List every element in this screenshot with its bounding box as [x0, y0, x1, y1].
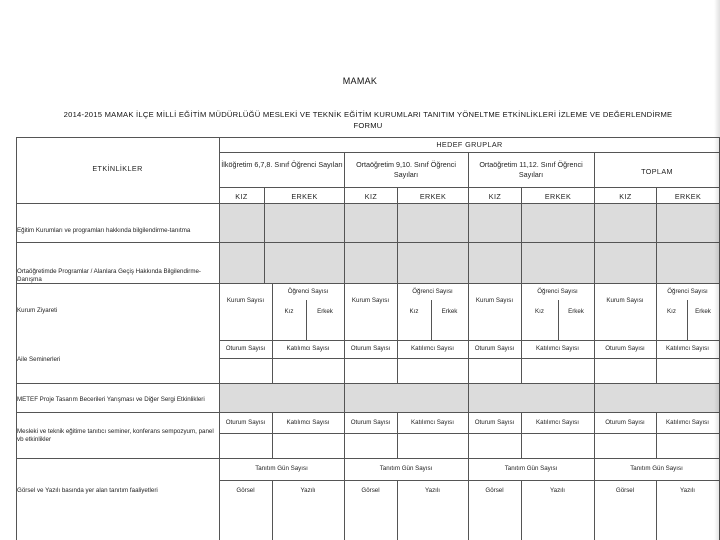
g1-kiz: Kız — [284, 308, 294, 315]
document-title: MAMAK — [342, 76, 378, 86]
r7-g2-yazili: Yazılı — [424, 487, 440, 494]
cell-r2-g2-f[interactable] — [345, 243, 397, 283]
r6-g4-katilimci: Katılımcı Sayısı — [666, 419, 709, 426]
cell-r2-g3-f[interactable] — [469, 243, 521, 283]
r7-g3-tanitim-gun: Tanıtım Gün Sayısı — [504, 465, 558, 472]
r7-g3-yazili: Yazılı — [549, 487, 565, 494]
g3-erkek: Erkek — [568, 308, 584, 315]
g3-female-header: KIZ — [488, 192, 502, 201]
cell-r2-g3-m[interactable] — [522, 243, 594, 283]
cell-r1-g3-f[interactable] — [469, 204, 521, 242]
cell-r5-gray — [219, 384, 719, 412]
g1-male-header: ERKEK — [291, 192, 318, 201]
r4-g4-oturum: Oturum Sayısı — [605, 345, 645, 352]
r7-g2-gorsel: Görsel — [361, 487, 380, 494]
g2-erkek: Erkek — [441, 308, 458, 315]
g4-kurum-sayisi: Kurum Sayısı — [606, 297, 644, 304]
g3-kiz: Kız — [535, 308, 544, 315]
r7-g4-tanitim-gun: Tanıtım Gün Sayısı — [630, 465, 683, 472]
document-subtitle — [16, 109, 720, 131]
r6-g2-katilimci: Katılımcı Sayısı — [411, 419, 454, 426]
cell-r1-g2-f[interactable] — [345, 204, 397, 242]
r4-g1-oturum: Oturum Sayısı — [225, 345, 266, 352]
r7-g1-yazili: Yazılı — [300, 487, 316, 494]
r7-g3-gorsel: Görsel — [485, 487, 504, 494]
g1-erkek: Erkek — [317, 308, 333, 315]
g2-female-header: KIZ — [364, 192, 378, 201]
r6-g3-oturum: Oturum Sayısı — [474, 419, 515, 426]
cell-r1-g4-m[interactable] — [657, 204, 719, 242]
activity-r5: METEF Proje Tasarım Becerileri Yarışması ve Diğer Sergi Etkinlikleri — [17, 396, 205, 403]
r6-g4-oturum: Oturum Sayısı — [605, 419, 645, 426]
group-header-1: İlköğretim 6,7,8. Sınıf Öğrenci Sayıları — [221, 160, 343, 169]
cell-r1-g1-m[interactable] — [265, 204, 344, 242]
r6-g3-katilimci: Katılımcı Sayısı — [536, 419, 579, 426]
activity-r1: Eğitim Kurumları ve programları hakkında bilgilendirme-tanıtma — [17, 227, 191, 234]
cell-r2-g1-m[interactable] — [265, 243, 344, 283]
activity-r3: Kurum Ziyareti — [17, 307, 58, 314]
etkinlikler-header: ETKİNLİKLER — [92, 164, 143, 173]
g4-kiz: Kız — [667, 308, 676, 315]
cell-r2-g1-f[interactable] — [219, 243, 264, 283]
g2-kurum-sayisi: Kurum Sayısı — [351, 297, 390, 304]
g1-kurum-sayisi: Kurum Sayısı — [226, 297, 265, 304]
cell-r1-g4-f[interactable] — [595, 204, 656, 242]
g1-ogrenci-sayisi: Öğrenci Sayısı — [287, 288, 329, 295]
r6-g2-oturum: Oturum Sayısı — [350, 419, 391, 426]
g3-ogrenci-sayisi: Öğrenci Sayısı — [537, 288, 578, 295]
r4-g3-katilimci: Katılımcı Sayısı — [536, 345, 579, 352]
r4-g4-katilimci: Katılımcı Sayısı — [666, 345, 709, 352]
r7-g4-yazili: Yazılı — [679, 487, 695, 494]
g3-kurum-sayisi: Kurum Sayısı — [475, 297, 514, 304]
cell-r2-g2-m[interactable] — [398, 243, 468, 283]
g3-male-header: ERKEK — [544, 192, 572, 201]
g1-female-header: KIZ — [235, 192, 248, 201]
group-header-total: TOPLAM — [641, 167, 673, 176]
cell-r1-g1-f[interactable] — [219, 204, 264, 242]
r7-g4-gorsel: Görsel — [615, 487, 635, 494]
g4-erkek: Erkek — [695, 308, 711, 315]
r4-g3-oturum: Oturum Sayısı — [474, 345, 515, 352]
r6-g1-oturum: Oturum Sayısı — [225, 419, 266, 426]
group-header-2: Ortaöğretim 9,10. Sınıf Öğrenci Sayıları — [356, 160, 456, 179]
g2-ogrenci-sayisi: Öğrenci Sayısı — [412, 288, 453, 295]
g2-kiz: Kız — [409, 308, 419, 315]
g2-male-header: ERKEK — [419, 192, 447, 201]
r4-g2-katilimci: Katılımcı Sayısı — [411, 345, 454, 352]
hedef-gruplar-header: HEDEF GRUPLAR — [436, 140, 503, 149]
r7-g2-tanitim-gun: Tanıtım Gün Sayısı — [379, 465, 433, 472]
cell-r1-g2-m[interactable] — [398, 204, 468, 242]
cell-r2-g4-m[interactable] — [657, 243, 719, 283]
g4-male-header: ERKEK — [674, 192, 702, 201]
g4-female-header: KIZ — [619, 192, 632, 201]
r6-g1-katilimci: Katılımcı Sayısı — [286, 419, 330, 426]
activity-r6: Mesleki ve teknik eğitime tanıtıcı seminer, konferans sempozyum, panel vb etkinlikler — [17, 428, 214, 443]
r4-g2-oturum: Oturum Sayısı — [350, 345, 391, 352]
subtitle-line-1: 2014-2015 MAMAK İLÇE MİLLİ EĞİTİM MÜDÜRLÜĞÜ MESLEKİ VE TEKNİK EĞİTİM KURUMLARI TANITIM YÖNELTME ETKİNLİKLERİ İZLEME VE DEĞERLENDİRME — [63, 110, 673, 119]
page-edge-shadow — [714, 0, 720, 540]
cell-r1-g3-m[interactable] — [522, 204, 594, 242]
r4-g1-katilimci: Katılımcı Sayısı — [286, 345, 330, 352]
cell-r2-g4-f[interactable] — [595, 243, 656, 283]
group-header-3: Ortaöğretim 11,12. Sınıf Öğrenci Sayıları — [479, 160, 583, 179]
activity-r2: Ortaöğretimde Programlar / Alanlara Geçiş Hakkında Bilgilendirme-Danışma — [17, 268, 201, 283]
activity-r7: Görsel ve Yazılı basında yer alan tanıtım faaliyetleri — [17, 487, 158, 494]
r7-g1-gorsel: Görsel — [236, 487, 255, 494]
g4-ogrenci-sayisi: Öğrenci Sayısı — [667, 288, 708, 295]
subtitle-line-2: FORMU — [353, 121, 383, 130]
activity-r4: Aile Seminerleri — [17, 356, 61, 363]
r7-g1-tanitim-gun: Tanıtım Gün Sayısı — [255, 465, 308, 472]
